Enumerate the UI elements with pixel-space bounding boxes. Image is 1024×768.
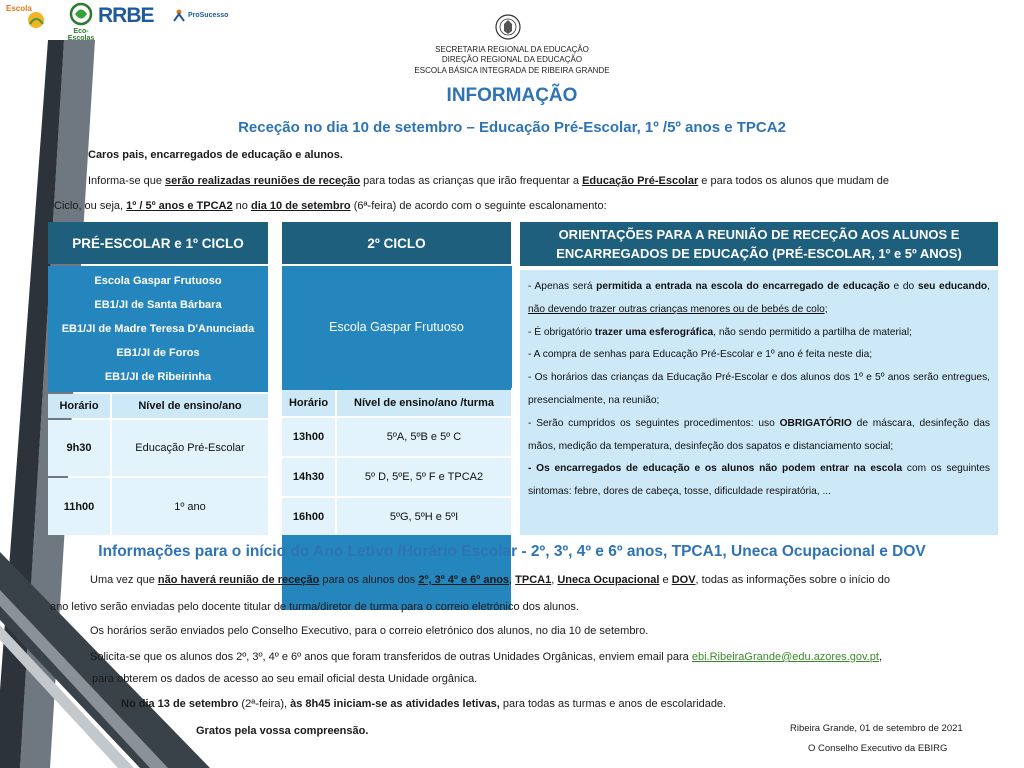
prosucesso-logo	[172, 8, 228, 22]
escola-saudavel-logo	[6, 2, 56, 36]
orientation-text: de máscara, desinfeção das mãos, medição da temperatura, desinfeção dos sapatos e distanciamento social;	[528, 417, 990, 452]
section2-line-3: Os horários serão enviados pelo Conselho Executivo, para o correio eletrónico dos alunos, no dia 10 de setembro.	[90, 625, 649, 637]
table2-school: Escola Gaspar Frutuoso	[329, 320, 464, 334]
school-name: EB1/JI de Madre Teresa D'Anunciada	[61, 323, 255, 335]
table2-row-time: 13h00	[282, 418, 335, 456]
orientation-emphasis: OBRIGATÓRIO	[779, 417, 852, 429]
school-name: EB1/JI de Santa Bárbara	[94, 299, 222, 311]
table1-row-time: 11h00	[48, 478, 110, 535]
orientation-item	[528, 276, 990, 322]
intro-emphasis: dia 10 de setembro	[250, 200, 351, 212]
intro-text: no	[232, 200, 251, 212]
orientation-text: , não sendo permitido a partilha de material;	[713, 326, 912, 338]
table1-schools	[48, 266, 268, 392]
orientation-text: - Serão cumpridos os seguintes procedimentos: uso	[528, 417, 780, 429]
section2-line-2: ano letivo serão enviadas pelo docente titular de turma/diretor de turma para o correio eletrónico dos alunos.	[50, 601, 579, 613]
intro-text: Ciclo, ou seja,	[54, 200, 127, 212]
eco-escolas-logo	[62, 2, 100, 42]
intro-emphasis: Educação Pré-Escolar	[582, 175, 699, 187]
place-date: Ribeira Grande, 01 de setembro de 2021	[790, 723, 963, 734]
section2-emphasis: No dia	[121, 698, 158, 710]
signature: O Conselho Executivo da EBIRG	[808, 743, 948, 754]
greeting: Caros pais, encarregados de educação e alunos.	[88, 149, 343, 161]
orientation-emphasis: - Os encarregados de educação e os alunos não podem entrar na escola	[528, 463, 903, 475]
page-title: INFORMAÇÃO	[446, 85, 578, 106]
rrbe-logo: RRBE	[98, 4, 154, 27]
section2-emphasis: às 8h45 iniciam-se as atividades letivas,	[290, 698, 500, 710]
eco-escolas-label: Eco-Escolas	[67, 28, 95, 42]
prosucesso-label: ProSucesso	[187, 11, 229, 19]
section2-line-4	[90, 650, 1000, 664]
table2-row-level: 5ºA, 5ºB e 5º C	[337, 418, 511, 456]
header-line-escola: ESCOLA BÁSICA INTEGRADA DE RIBEIRA GRANDE	[414, 66, 610, 75]
orientations-body	[520, 270, 998, 535]
table2-row-level: 5ºG, 5ºH e 5ºI	[337, 498, 511, 535]
intro-text: para todas as crianças que irão frequentar a	[360, 175, 583, 187]
section2-text: , todas as informações sobre o início do	[695, 574, 890, 586]
section2-line-6	[121, 697, 1001, 711]
section2-text: Uma vez que	[90, 574, 158, 586]
intro-emphasis: serão realizadas reuniões de receção	[165, 175, 361, 187]
intro-text: Informa-se que	[88, 175, 166, 187]
header-line-direcao: DIREÇÃO REGIONAL DA EDUCAÇÃO	[441, 55, 583, 64]
intro-text: e para todos os alunos que mudam de	[698, 175, 890, 187]
orientation-item: - Os horários das crianças da Educação Pré-Escolar e dos alunos dos 1º e 5º anos serão entregues, presencialmente, na reunião;	[528, 372, 990, 406]
escola-saudavel-icon	[6, 2, 50, 32]
orientation-emphasis: seu educando	[917, 281, 988, 292]
section2-emphasis: TPCA1	[515, 574, 552, 586]
section2-emphasis: DOV	[671, 574, 696, 586]
orientation-text: - Apenas será	[528, 281, 597, 292]
table1-row-time: 9h30	[48, 420, 110, 476]
table2-heading: 2º CICLO	[282, 222, 511, 264]
orientation-text: com os seguintes sintomas: febre, dores de cabeça, tosse, dificuldade respiratória, ...	[528, 463, 990, 498]
orientation-text: - É obrigatório	[528, 326, 595, 338]
table2-row-time: 16h00	[282, 498, 335, 535]
table2-school-box	[282, 266, 512, 388]
section2-line-5: para obterem os dados de acesso ao seu email oficial desta Unidade orgânica.	[92, 673, 478, 685]
intro-emphasis: 1º / 5º anos e TPCA2	[126, 200, 233, 212]
email-link[interactable]: ebi.RibeiraGrande@edu.azores.gov.pt	[691, 651, 879, 663]
table1-heading: PRÉ-ESCOLAR e 1º CICLO	[48, 222, 268, 264]
orientation-item	[528, 322, 990, 345]
section2-emphasis: Uneca Ocupacional	[557, 574, 660, 586]
intro-text: (6ª-feira) de acordo com o seguinte escalonamento:	[350, 200, 607, 212]
header-line-secretaria: SECRETARIA REGIONAL DA EDUCAÇÃO	[435, 45, 589, 54]
section2-text: ,	[878, 651, 882, 663]
orientation-emphasis: trazer uma esferográfica	[594, 326, 714, 338]
eco-escolas-icon	[62, 2, 100, 26]
section2-text: para os alunos dos	[319, 574, 419, 586]
section2-text: ,	[551, 574, 558, 586]
orientation-text: ,	[987, 281, 990, 292]
school-name: Escola Gaspar Frutuoso	[94, 275, 222, 287]
orientation-underline: não devendo trazer outras crianças menores ou de bebés de colo;	[528, 303, 828, 315]
orientation-text: e do	[889, 281, 918, 292]
section2-text: e	[659, 574, 672, 586]
school-name: EB1/JI de Foros	[116, 347, 200, 359]
svg-text:Escola: Escola	[6, 4, 32, 13]
thanks: Gratos pela vossa compreensão.	[196, 725, 369, 737]
table1-col-time: Horário	[48, 394, 110, 418]
section2-text: Solicita-se que os alunos dos 2º, 3º, 4º e 6º anos que foram transferidos de outras Unidades Orgânicas, enviem email para	[90, 651, 692, 663]
orientation-item	[528, 413, 990, 459]
section2-emphasis: 13 de setembro	[157, 698, 239, 710]
intro-line-1	[88, 174, 998, 188]
section2-text: (2ª-feira),	[238, 698, 291, 710]
table2-col-time: Horário	[282, 390, 335, 416]
intro-line-2	[54, 199, 994, 213]
orientation-item: - A compra de senhas para Educação Pré-Escolar e 1º ano é feita neste dia;	[528, 349, 873, 361]
orientations-heading: ORIENTAÇÕES PARA A REUNIÃO DE RECEÇÃO AOS ALUNOS E ENCARREGADOS DE EDUCAÇÃO (PRÉ-ESCOLAR, 1º e 5º ANOS)	[520, 222, 998, 266]
table2-body	[282, 390, 512, 535]
government-crest-icon	[495, 14, 521, 40]
table2-row-time: 14h30	[282, 458, 335, 496]
school-name: EB1/JI de Ribeirinha	[104, 371, 212, 383]
table1-row-level: Educação Pré-Escolar	[112, 420, 268, 476]
section2-text: para todas as turmas e anos de escolaridade.	[499, 698, 727, 710]
section2-title: Informações para o início do Ano Letivo /Horário Escolar - 2º, 3º, 4º e 6º anos, TPCA1, Uneca Ocupacional e DOV	[98, 543, 926, 560]
section2-line-1	[90, 573, 1000, 587]
subtitle: Receção no dia 10 de setembro – Educação Pré-Escolar, 1º /5º anos e TPCA2	[238, 119, 786, 136]
table1-col-level: Nível de ensino/ano	[112, 394, 268, 418]
orientation-item	[528, 458, 990, 504]
section2-text: ,	[509, 574, 516, 586]
prosucesso-icon	[172, 8, 186, 22]
section2-emphasis: 2º, 3º 4º e 6º anos	[418, 574, 510, 586]
table2-col-level: Nível de ensino/ano /turma	[337, 390, 511, 416]
table1-row-level: 1º ano	[112, 478, 268, 535]
table-pre-escolar-1-ciclo	[48, 222, 270, 535]
table2-row-level: 5º D, 5ºE, 5º F e TPCA2	[337, 458, 511, 496]
orientation-emphasis: permitida a entrada na escola do encarregado de educação	[596, 281, 890, 292]
section2-emphasis: não haverá reunião de receção	[157, 574, 320, 586]
